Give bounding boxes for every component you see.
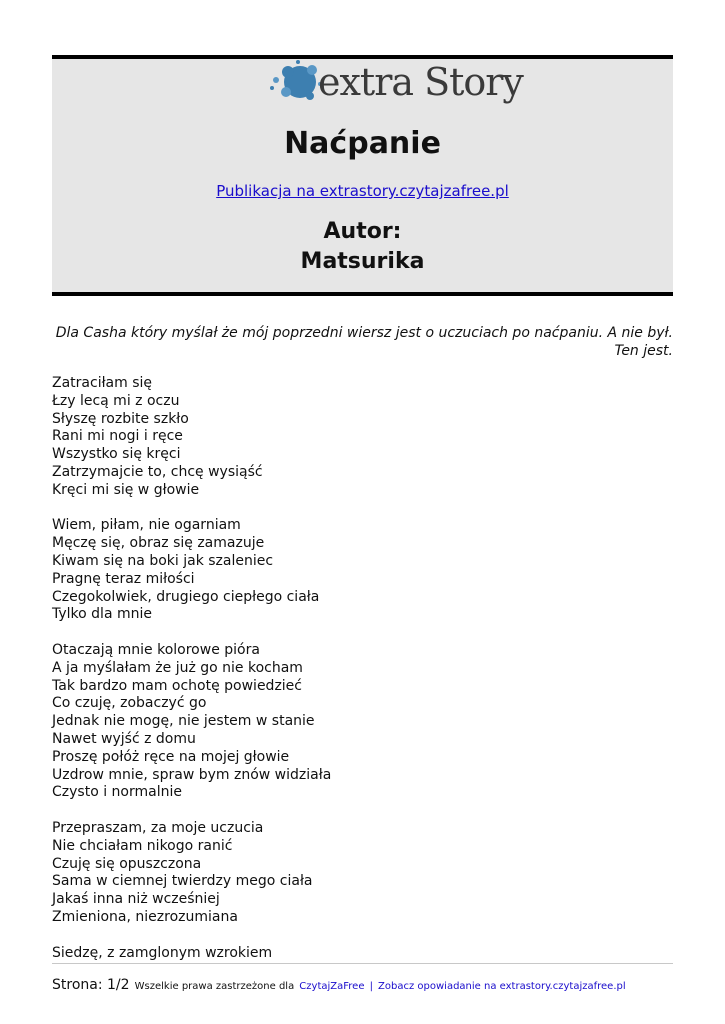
poem-line: Zatrzymajcie to, chcę wysiąść — [52, 463, 263, 480]
poem-line: Rani mi nogi i ręce — [52, 428, 183, 445]
poem-line: Zatraciłam się — [52, 375, 153, 391]
poem-line: Nie chciałam nikogo ranić — [52, 837, 233, 854]
stanza — [52, 820, 673, 927]
poem-body — [52, 375, 673, 980]
poem-line: Przepraszam, za moje uczucia — [52, 819, 264, 836]
page-footer — [52, 975, 692, 996]
footer-divider — [52, 963, 673, 964]
poem-line: Kręci mi się w głowie — [52, 481, 200, 498]
poem-line: Jednak nie mogę, nie jestem w stanie — [52, 713, 315, 730]
footer-separator: | — [369, 981, 373, 992]
poem-line: Czysto i normalnie — [52, 784, 182, 801]
publication-link[interactable]: Publikacja na extrastory.czytajzafree.pl — [216, 182, 509, 200]
site-logo[interactable] — [268, 58, 523, 110]
stanza — [52, 945, 673, 963]
story-title: Naćpanie — [284, 126, 441, 161]
poem-line: Wiem, piłam, nie ogarniam — [52, 517, 241, 534]
poem-line: A ja myślałam że już go nie kocham — [52, 659, 303, 676]
stanza — [52, 517, 673, 624]
story-link[interactable]: Zobacz opowiadanie na extrastory.czytajzafree.pl — [378, 981, 626, 992]
poem-line: Nawet wyjść z domu — [52, 730, 196, 747]
poem-line: Jakaś inna niż wcześniej — [52, 891, 220, 908]
poem-line: Łzy lecą mi z oczu — [52, 392, 180, 409]
poem-line: Tylko dla mnie — [52, 606, 152, 623]
poem-line: Tak bardzo mam ochotę powiedzieć — [52, 677, 302, 694]
poem-line: Męczę się, obraz się zamazuje — [52, 535, 265, 552]
poem-line: Wszystko się kręci — [52, 446, 181, 463]
rights-text: Wszelkie prawa zastrzeżone dla — [134, 981, 295, 992]
page-number: Strona: 1/2 — [52, 977, 130, 993]
dedication: Dla Casha który myślał że mój poprzedni wiersz jest o uczuciach po naćpaniu. A nie był. Ten jest. — [55, 325, 673, 359]
logo-text: extra Story — [318, 60, 523, 104]
poem-line: Czegokolwiek, drugiego ciepłego ciała — [52, 588, 320, 605]
poem-line: Czuję się opuszczona — [52, 855, 202, 872]
author-label: Autor: — [323, 219, 402, 244]
poem-line: Zmieniona, niezrozumiana — [52, 908, 238, 925]
poem-line: Otaczają mnie kolorowe pióra — [52, 641, 260, 658]
poem-line: Pragnę teraz miłości — [52, 570, 195, 587]
author-name: Matsurika — [300, 249, 425, 274]
stanza — [52, 642, 673, 802]
poem-line: Proszę połóż ręce na mojej głowie — [52, 748, 290, 765]
poem-line: Słyszę rozbite szkło — [52, 410, 189, 427]
poem-line: Siedzę, z zamglonym wzrokiem — [52, 944, 273, 961]
poem-line: Kiwam się na boki jak szaleniec — [52, 552, 274, 569]
poem-line: Uzdrow mnie, spraw bym znów widziała — [52, 766, 332, 783]
poem-line: Sama w ciemnej twierdzy mego ciała — [52, 873, 313, 890]
stanza — [52, 375, 673, 500]
poem-line: Co czuję, zobaczyć go — [52, 695, 207, 712]
site-link[interactable]: CzytajZaFree — [299, 981, 365, 992]
